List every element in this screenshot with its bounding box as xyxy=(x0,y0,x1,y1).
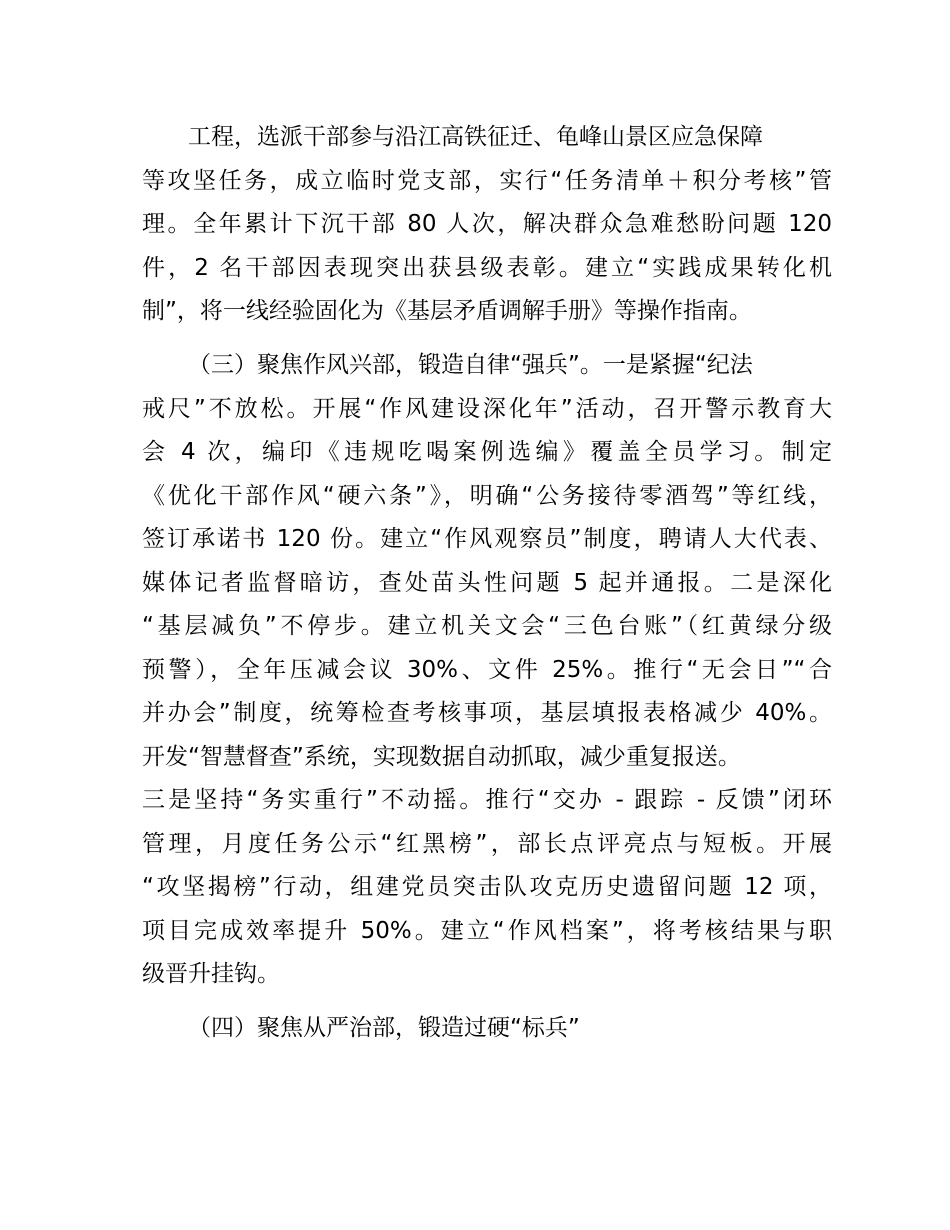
text-line: 开发“智慧督查”系统，实现数据自动抓取，减少重复报送。 xyxy=(142,743,741,770)
text-line: 级晋升挂钩。 xyxy=(142,961,280,987)
text-line: 预警），全年压减会议 30%、文件 25%。推行“无会日”“合 xyxy=(142,656,832,683)
paragraph-section-four xyxy=(142,1007,832,1051)
text-line: 等攻坚任务，成立临时党支部，实行“任务清单＋积分考核”管 xyxy=(142,167,832,194)
text-line: 工程，选派干部参与沿江高铁征迁、龟峰山景区应急保障 xyxy=(188,124,763,150)
paragraph-section-three xyxy=(142,344,832,997)
text-line: 项目完成效率提升 50%。建立“作风档案”，将考核结果与职 xyxy=(142,917,832,944)
text-line: 管理，月度任务公示“红黑榜”，部长点评亮点与短板。开展 xyxy=(142,830,832,857)
text-line: “基层减负”不停步。建立机关文会“三色台账”（红黄绿分级 xyxy=(142,613,832,639)
section-heading-line: （四）聚焦从严治部，锻造过硬“标兵” xyxy=(188,1015,580,1041)
text-line: 理。全年累计下沉干部 80 人次，解决群众急难愁盼问题 120 xyxy=(142,211,832,237)
section-heading-line: （三）聚焦作风兴部，锻造自律“强兵”。一是紧握“纪法 xyxy=(188,352,753,378)
text-line: 制”，将一线经验固化为《基层矛盾调解手册》等操作指南。 xyxy=(142,298,752,324)
text-line: 会 4 次，编印《违规吃喝案例选编》覆盖全员学习。制定 xyxy=(142,439,832,465)
text-line: 戒尺”不放松。开展“作风建设深化年”活动，召开警示教育大 xyxy=(142,395,832,422)
text-line: 媒体记者监督暗访，查处苗头性问题 5 起并通报。二是深化 xyxy=(142,569,832,596)
text-line: 并办会”制度，统筹检查考核事项，基层填报表格减少 40%。 xyxy=(142,700,832,726)
paragraph-continuation xyxy=(142,116,832,334)
text-line: 《优化干部作风“硬六条”》，明确“公务接待零酒驾”等红线， xyxy=(142,482,832,509)
text-line: 三是坚持“务实重行”不动摇。推行“交办 - 跟踪 - 反馈”闭环 xyxy=(142,787,832,813)
text-line: 件，2 名干部因表现突出获县级表彰。建立“实践成果转化机 xyxy=(142,254,832,281)
text-line: 签订承诺书 120 份。建立“作风观察员”制度，聘请人大代表、 xyxy=(142,526,832,552)
text-line: “攻坚揭榜”行动，组建党员突击队攻克历史遗留问题 12 项， xyxy=(142,874,832,900)
